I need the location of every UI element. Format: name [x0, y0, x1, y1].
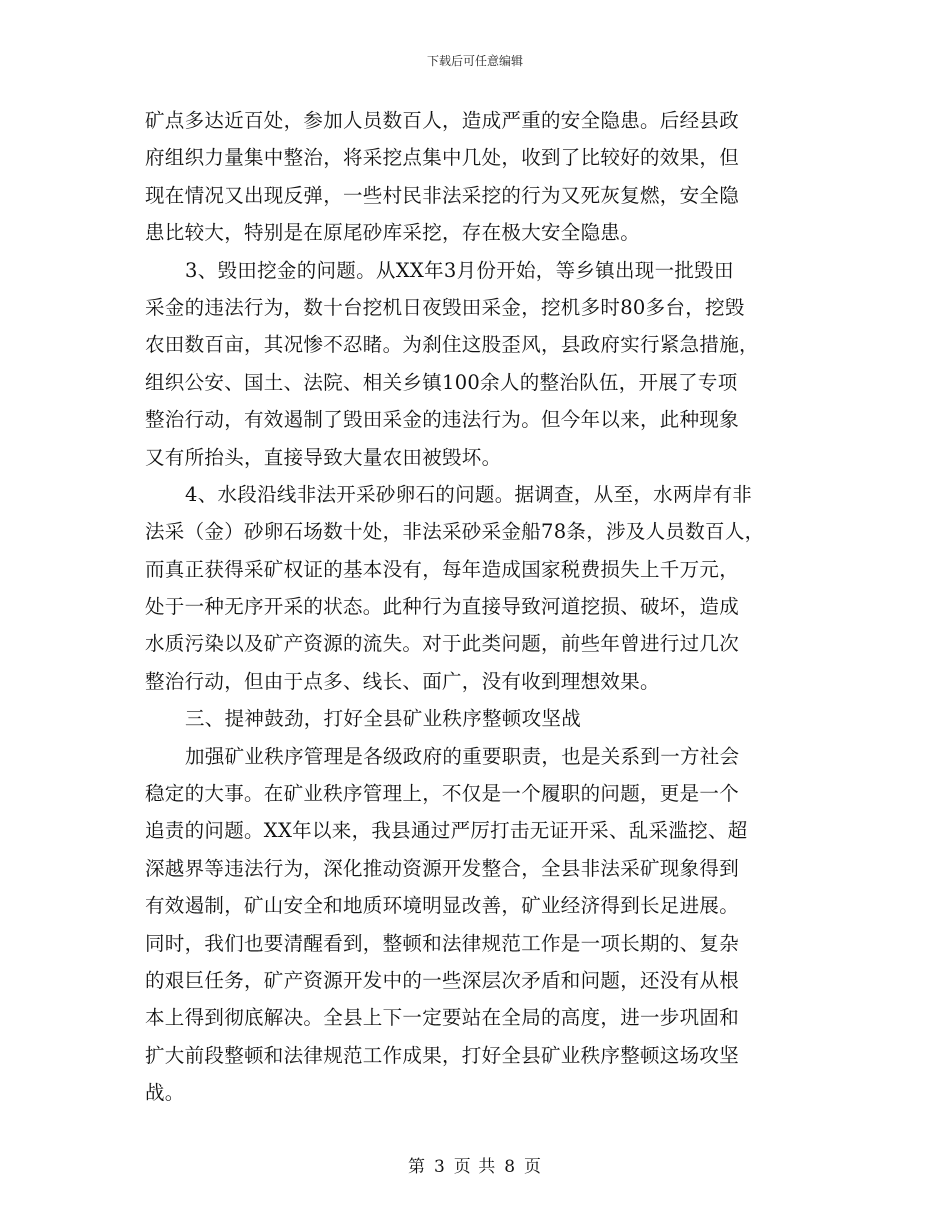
- page-footer: [0, 1152, 950, 1177]
- text-line: 现在情况又出现反弹，一些村民非法采挖的行为又死灰复燃，安全隐: [145, 183, 740, 207]
- text-line: 又有所抬头，直接导致大量农田被毁坏。: [145, 445, 502, 469]
- text-line: 矿点多达近百处，参加人员数百人，造成严重的安全隐患。后经县政: [145, 109, 740, 132]
- text-line: 的艰巨任务，矿产资源开发中的一些深层次矛盾和问题，还没有从根: [145, 968, 740, 992]
- text-line: 战。: [145, 1081, 185, 1105]
- document-body: [145, 102, 815, 1112]
- text-line: 深越界等违法行为，深化推动资源开发整合，全县非法采矿现象得到: [145, 856, 740, 880]
- text-line: 处于一种无序开采的状态。此种行为直接导致河道挖损、破坏，造成: [145, 595, 740, 619]
- text-line: 水质污染以及矿产资源的流失。对于此类问题，前些年曾进行过几次: [145, 632, 740, 656]
- text-line: 加强矿业秩序管理是各级政府的重要职责，也是关系到一方社会: [185, 744, 740, 768]
- text-line: 农田数百亩，其况惨不忍睹。为刹住这股歪风，县政府实行紧急措施，: [145, 333, 759, 357]
- text-line: 扩大前段整顿和法律规范工作成果，打好全县矿业秩序整顿这场攻坚: [145, 1043, 740, 1067]
- footer-prefix: 第: [407, 1157, 426, 1177]
- text-line: 法采（金）砂卵石场数十处，非法采砂采金船78条，涉及人员数百人，: [145, 520, 765, 544]
- text-line: 整治行动，有效遏制了毁田采金的违法行为。但今年以来，此种现象: [145, 408, 740, 432]
- text-line: 患比较大，特别是在原尾砂库采挖，存在极大安全隐患。: [145, 221, 641, 245]
- text-line: 三、提神鼓劲，打好全县矿业秩序整顿攻坚战: [185, 707, 582, 731]
- text-line: 组织公安、国土、法院、相关乡镇100余人的整治队伍，开展了专项: [145, 370, 738, 394]
- text-line: 整治行动，但由于点多、线长、面广，没有收到理想效果。: [145, 669, 660, 693]
- text-line: 本上得到彻底解决。全县上下一定要站在全局的高度，进一步巩固和: [145, 1006, 740, 1030]
- text-line: 而真正获得采矿权证的基本没有，每年造成国家税费损失上千万元，: [145, 557, 740, 581]
- footer-page-number: 3: [433, 1157, 446, 1177]
- footer-middle: 页 共: [453, 1157, 497, 1177]
- text-line: 3、毁田挖金的问题。从XX年3月份开始，等乡镇出现一批毁田: [185, 258, 734, 282]
- text-line: 稳定的大事。在矿业秩序管理上，不仅是一个履职的问题，更是一个: [145, 782, 740, 806]
- text-line: 有效遏制，矿山安全和地质环境明显改善，矿业经济得到长足进展。: [145, 894, 740, 918]
- text-line: 府组织力量集中整治，将采挖点集中几处，收到了比较好的效果，但: [145, 146, 740, 170]
- text-line: 采金的违法行为，数十台挖机日夜毁田采金，挖机多时80多台，挖毁: [145, 295, 745, 319]
- footer-total-pages: 8: [504, 1157, 517, 1177]
- text-line: 4、水段沿线非法开采砂卵石的问题。据调查，从至，水两岸有非: [185, 482, 753, 506]
- text-line: 追责的问题。XX年以来，我县通过严厉打击无证开采、乱采滥挖、超: [145, 819, 748, 843]
- text-line: 同时，我们也要清醒看到，整顿和法律规范工作是一项长期的、复杂: [145, 931, 740, 955]
- page-header-note: 下载后可任意编辑: [426, 54, 523, 68]
- footer-suffix: 页: [524, 1157, 543, 1177]
